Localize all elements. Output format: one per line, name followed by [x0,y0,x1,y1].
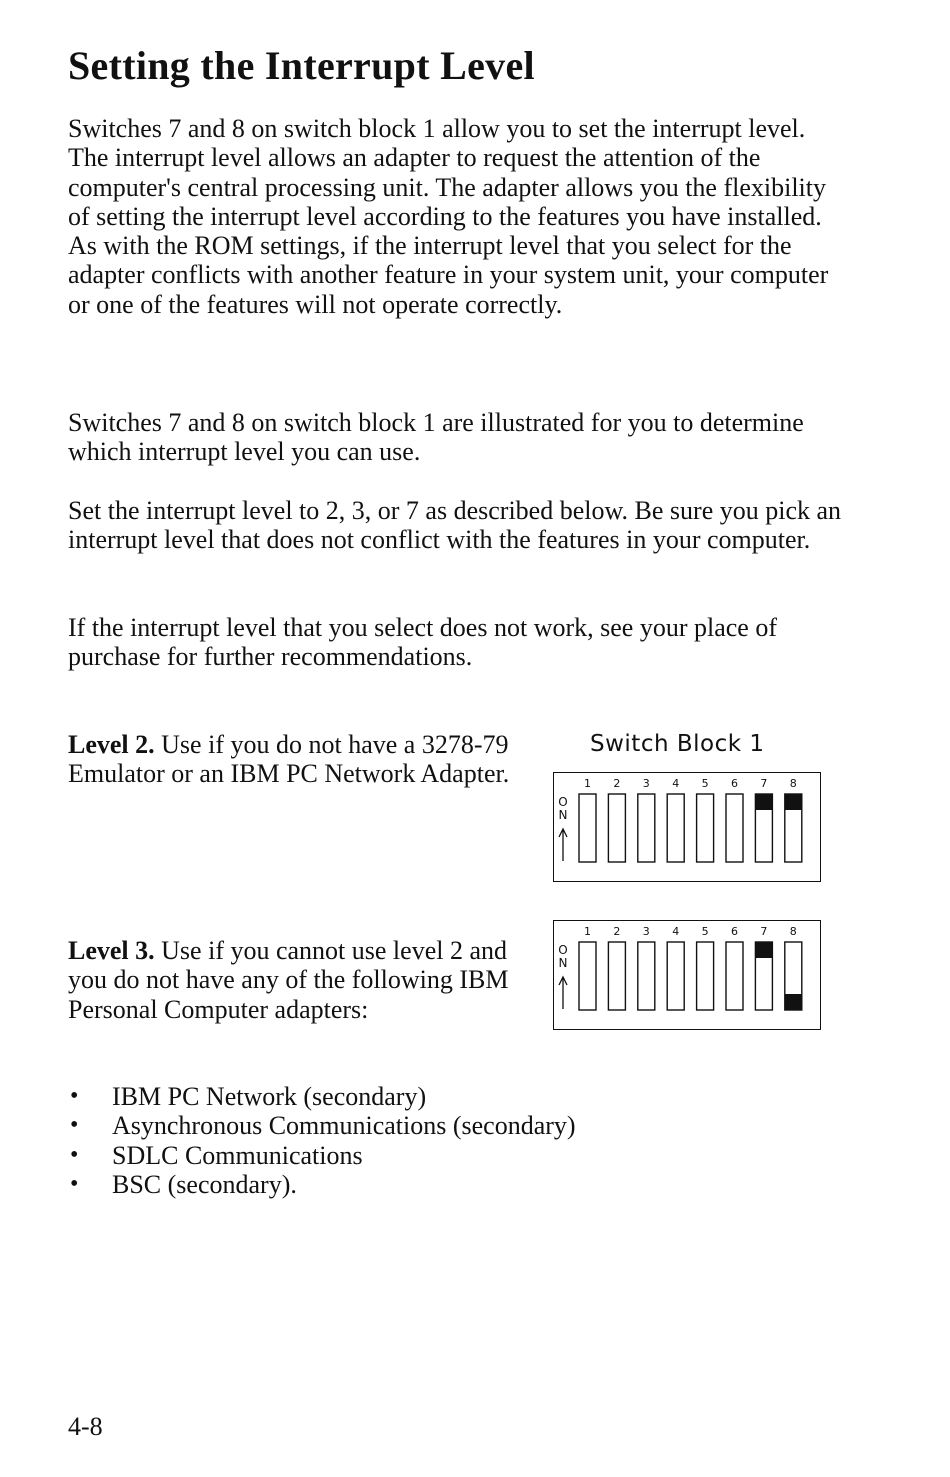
switch-number-label: 7 [760,777,768,790]
level-2-text: Use if you do not have a 3278-79 Emulator or an IBM PC Network Adapter. [68,730,510,789]
switch-slot [726,942,743,1010]
level-3-text: Use if you cannot use level 2 and you do not have any of the following IBM Personal Computer adapters: [68,936,509,1024]
switch-diagram-level-2 [554,773,822,883]
switch-knob-on [755,942,772,958]
switch-number-label: 8 [789,777,797,790]
switch-number-label: 6 [731,777,738,790]
switch-slot [667,794,684,862]
bullet-icon: • [70,1141,79,1168]
switch-slot [638,942,655,1010]
switch-number-label: 4 [672,925,680,938]
switch-number-label: 3 [642,777,650,790]
switch-slot [579,794,596,862]
switch-number-label: 4 [672,777,680,790]
switch-knob-on [755,794,772,810]
level-2-description [68,730,528,789]
on-label: O N [558,795,568,822]
list-item: • SDLC Communications [70,1140,363,1170]
switch-number-label: 5 [701,777,709,790]
list-item: • IBM PC Network (secondary) [70,1082,427,1111]
arrow-up-icon [559,829,567,861]
level-3-heading: Level 3. [68,936,155,965]
list-item: • Asynchronous Communications (secondary) [70,1111,576,1141]
adapter-list [68,1082,576,1199]
bullet-icon: • [70,1112,79,1139]
switch-number-label: 6 [731,925,738,938]
switch-slot [697,794,714,862]
switch-knob-on [785,794,802,810]
switch-slot [697,942,714,1010]
switch-block-caption: Switch Block 1 [590,731,765,757]
switch-slot [638,794,655,862]
switch-number-label: 5 [701,925,709,938]
switch-slot [579,942,596,1010]
switch-number-label: 7 [760,925,768,938]
on-label: O N [558,943,568,970]
fallback-paragraph: If the interrupt level that you select does not work, see your place of purchase for further recommendations. [68,613,777,672]
switch-slot [667,942,684,1010]
switch-slot [726,794,743,862]
switch-slot [608,942,625,1010]
switch-number-label: 2 [613,925,621,938]
switch-block-level-3 [553,920,821,1030]
intro-paragraph: Switches 7 and 8 on switch block 1 allow you to set the interrupt level. The interrupt level allows an adapter to request the attention of the computer's central processing unit. The adapter allows you the flexibility of setting the interrupt level according to the features you have installed. As with the ROM settings, if the interrupt level that you select for the adapter conflicts with another feature in your system unit, your computer or one of the features will not operate correctly. [68,114,829,319]
illustration-paragraph: Switches 7 and 8 on switch block 1 are illustrated for you to determine which interrupt level you can use. [68,408,804,467]
switch-knob-off [785,994,802,1010]
bullet-icon: • [70,1170,79,1197]
switch-number-label: 1 [584,777,591,790]
switch-block-level-2 [553,772,821,882]
switch-slot [608,794,625,862]
bullet-icon: • [70,1083,79,1109]
level-2-heading: Level 2. [68,730,155,759]
switch-number-label: 8 [789,925,797,938]
switch-number-label: 3 [642,925,650,938]
page-title: Setting the Interrupt Level [68,43,535,88]
level-3-description [68,936,528,1024]
switch-number-label: 2 [613,777,621,790]
switch-number-label: 1 [584,925,591,938]
instruction-paragraph: Set the interrupt level to 2, 3, or 7 as described below. Be sure you pick an interrupt level that does not conflict with the features in your computer. [68,496,842,555]
switch-diagram-level-3 [554,921,822,1031]
arrow-up-icon [559,977,567,1009]
page-number: 4-8 [68,1412,103,1441]
list-item: • BSC (secondary). [70,1169,297,1199]
